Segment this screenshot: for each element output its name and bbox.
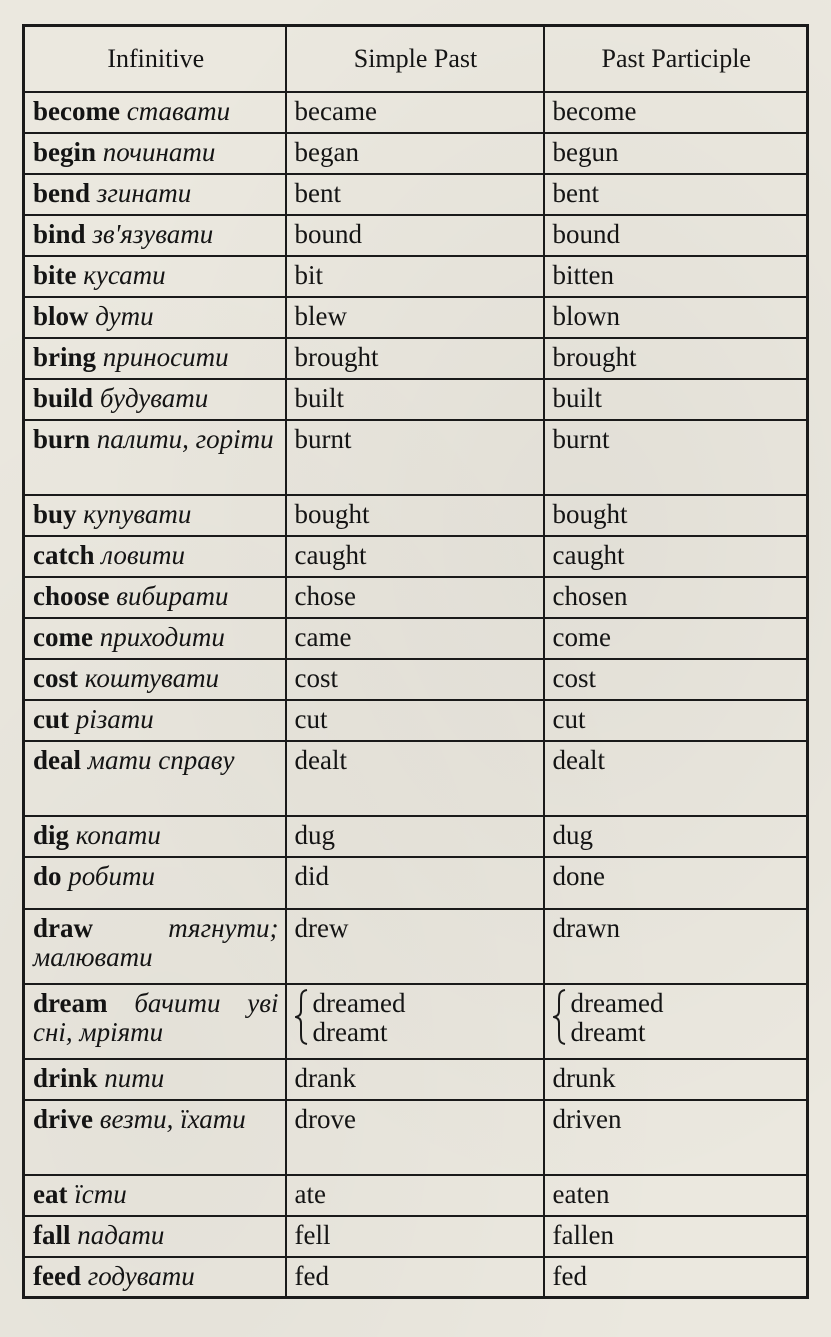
infinitive-cell: [24, 256, 286, 297]
table-row: [24, 92, 808, 133]
simple-past-cell: chose: [286, 577, 544, 618]
table-row: [24, 536, 808, 577]
table-row: [24, 659, 808, 700]
verb-english: come: [33, 621, 93, 652]
infinitive-cell: [24, 338, 286, 379]
verb-translation: робити: [68, 860, 156, 891]
simple-past-cell: dealt: [286, 741, 544, 816]
past-participle-cell: burnt: [544, 420, 808, 495]
past-participle-cell: caught: [544, 536, 808, 577]
verb-translation: тягнути; малювати: [33, 912, 279, 972]
past-participle-cell: come: [544, 618, 808, 659]
infinitive-cell: [24, 577, 286, 618]
verb-form: dreamt: [570, 1016, 646, 1047]
brace-icon: [553, 989, 567, 1047]
table-row: [24, 297, 808, 338]
table-row: [24, 1257, 808, 1298]
simple-past-cell: fell: [286, 1216, 544, 1257]
past-participle-cell: bought: [544, 495, 808, 536]
simple-past-cell: did: [286, 857, 544, 909]
infinitive-cell: [24, 133, 286, 174]
verb-translation: коштувати: [84, 662, 220, 693]
simple-past-cell: became: [286, 92, 544, 133]
table-row: [24, 984, 808, 1059]
simple-past-cell: fed: [286, 1257, 544, 1298]
verb-translation: падати: [77, 1219, 165, 1250]
verb-english: bring: [33, 341, 97, 372]
verb-english: buy: [33, 498, 77, 529]
table-row: [24, 1216, 808, 1257]
past-participle-cell: become: [544, 92, 808, 133]
simple-past-cell: caught: [286, 536, 544, 577]
verb-translation: купувати: [83, 498, 192, 529]
table-row: [24, 1059, 808, 1100]
past-participle-cell: bound: [544, 215, 808, 256]
verb-english: bite: [33, 259, 77, 290]
simple-past-cell: bent: [286, 174, 544, 215]
simple-past-cell: built: [286, 379, 544, 420]
verb-english: bind: [33, 218, 86, 249]
verb-translation: різати: [75, 703, 154, 734]
past-participle-cell: drawn: [544, 909, 808, 984]
verb-english: drink: [33, 1062, 98, 1093]
simple-past-cell: drew: [286, 909, 544, 984]
past-participle-cell: done: [544, 857, 808, 909]
verb-translation: палити, горіти: [96, 423, 274, 454]
verb-translation: приносити: [102, 341, 229, 372]
header-past-participle: Past Participle: [544, 26, 808, 92]
past-participle-cell: built: [544, 379, 808, 420]
past-participle-cell: drunk: [544, 1059, 808, 1100]
table-row: [24, 379, 808, 420]
past-participle-cell: fallen: [544, 1216, 808, 1257]
verb-english: bend: [33, 177, 91, 208]
table-row: [24, 256, 808, 297]
table-row: [24, 741, 808, 816]
infinitive-cell: [24, 174, 286, 215]
simple-past-cell: ate: [286, 1175, 544, 1216]
infinitive-cell: [24, 1216, 286, 1257]
infinitive-cell: [24, 816, 286, 857]
verb-translation: везти, їхати: [99, 1103, 246, 1134]
infinitive-cell: [24, 297, 286, 338]
simple-past-cell: drove: [286, 1100, 544, 1175]
infinitive-cell: [24, 215, 286, 256]
verb-english: eat: [33, 1178, 68, 1209]
verb-translation: копати: [75, 819, 161, 850]
header-row: [24, 26, 808, 92]
table-row: [24, 1100, 808, 1175]
infinitive-cell: [24, 659, 286, 700]
past-participle-cell: chosen: [544, 577, 808, 618]
past-participle-cell: bitten: [544, 256, 808, 297]
simple-past-cell: came: [286, 618, 544, 659]
verb-translation: ловити: [101, 539, 186, 570]
verb-translation: мати справу: [87, 744, 235, 775]
past-participle-cell: begun: [544, 133, 808, 174]
past-participle-cell: cut: [544, 700, 808, 741]
past-participle-cell: fed: [544, 1257, 808, 1298]
verb-translation: пити: [104, 1062, 165, 1093]
verb-form: dreamed: [312, 987, 406, 1018]
table-row: [24, 133, 808, 174]
verb-translation: бачити уві сні, мріяти: [33, 987, 279, 1047]
simple-past-cell: dug: [286, 816, 544, 857]
verb-english: dream: [33, 987, 108, 1018]
infinitive-cell: [24, 495, 286, 536]
infinitive-cell: [24, 1257, 286, 1298]
infinitive-cell: [24, 618, 286, 659]
brace-icon: [295, 989, 309, 1047]
table-row: [24, 577, 808, 618]
verb-translation: починати: [102, 136, 216, 167]
verb-translation: зв'язувати: [92, 218, 214, 249]
verb-english: cost: [33, 662, 78, 693]
simple-past-cell: bound: [286, 215, 544, 256]
past-participle-cell: cost: [544, 659, 808, 700]
verb-form: dreamt: [312, 1016, 388, 1047]
verb-translation: приходити: [99, 621, 225, 652]
simple-past-cell: blew: [286, 297, 544, 338]
verb-english: cut: [33, 703, 69, 734]
verb-form: dreamed: [570, 987, 664, 1018]
infinitive-cell: [24, 379, 286, 420]
simple-past-cell: burnt: [286, 420, 544, 495]
verb-english: fall: [33, 1219, 71, 1250]
infinitive-cell: [24, 984, 286, 1059]
irregular-verbs-table: [22, 24, 809, 1299]
verb-translation: годувати: [87, 1260, 195, 1291]
table-row: [24, 909, 808, 984]
verb-translation: кусати: [83, 259, 166, 290]
verb-english: begin: [33, 136, 97, 167]
verb-english: do: [33, 860, 62, 891]
verb-english: draw: [33, 912, 93, 943]
header-simple-past: Simple Past: [286, 26, 544, 92]
verb-english: burn: [33, 423, 91, 454]
infinitive-cell: [24, 420, 286, 495]
simple-past-cell: bit: [286, 256, 544, 297]
infinitive-cell: [24, 741, 286, 816]
past-participle-cell: eaten: [544, 1175, 808, 1216]
past-participle-cell: bent: [544, 174, 808, 215]
infinitive-cell: [24, 1175, 286, 1216]
table-row: [24, 618, 808, 659]
table-row: [24, 857, 808, 909]
simple-past-cell: bought: [286, 495, 544, 536]
table-row: [24, 420, 808, 495]
table-row: [24, 174, 808, 215]
simple-past-cell: began: [286, 133, 544, 174]
verb-english: feed: [33, 1260, 81, 1291]
simple-past-cell: cut: [286, 700, 544, 741]
table-row: [24, 338, 808, 379]
infinitive-cell: [24, 536, 286, 577]
infinitive-cell: [24, 1059, 286, 1100]
infinitive-cell: [24, 92, 286, 133]
past-participle-cell: blown: [544, 297, 808, 338]
simple-past-cell: [286, 984, 544, 1059]
verb-english: dig: [33, 819, 70, 850]
infinitive-cell: [24, 857, 286, 909]
verb-translation: їсти: [74, 1178, 127, 1209]
simple-past-cell: brought: [286, 338, 544, 379]
verb-translation: дути: [95, 300, 154, 331]
infinitive-cell: [24, 909, 286, 984]
verb-translation: ставати: [126, 95, 231, 126]
past-participle-cell: [544, 984, 808, 1059]
past-participle-cell: dug: [544, 816, 808, 857]
table-row: [24, 700, 808, 741]
simple-past-cell: cost: [286, 659, 544, 700]
infinitive-cell: [24, 1100, 286, 1175]
verb-english: catch: [33, 539, 95, 570]
verb-english: blow: [33, 300, 89, 331]
verb-english: choose: [33, 580, 110, 611]
table-row: [24, 215, 808, 256]
table-body: [24, 92, 808, 1298]
table-row: [24, 1175, 808, 1216]
verb-translation: вибирати: [116, 580, 229, 611]
table-row: [24, 816, 808, 857]
past-participle-cell: driven: [544, 1100, 808, 1175]
header-infinitive: Infinitive: [24, 26, 286, 92]
verb-translation: будувати: [99, 382, 209, 413]
past-participle-cell: brought: [544, 338, 808, 379]
verb-translation: згинати: [96, 177, 192, 208]
simple-past-cell: drank: [286, 1059, 544, 1100]
verb-english: drive: [33, 1103, 93, 1134]
past-participle-cell: dealt: [544, 741, 808, 816]
infinitive-cell: [24, 700, 286, 741]
verb-english: build: [33, 382, 94, 413]
verb-english: become: [33, 95, 120, 126]
table-row: [24, 495, 808, 536]
verb-english: deal: [33, 744, 82, 775]
